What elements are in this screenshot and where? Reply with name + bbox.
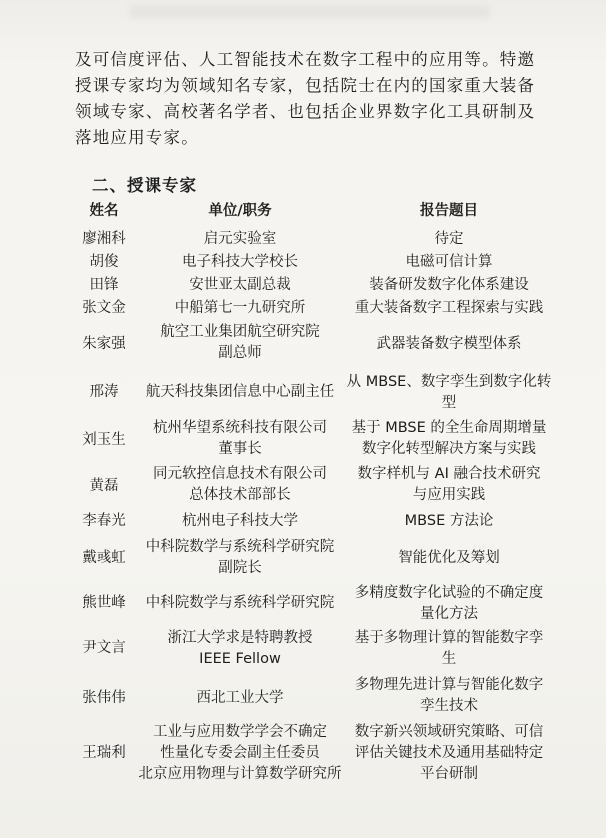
cell-name: 熊世峰 bbox=[82, 595, 126, 611]
cell-topic bbox=[355, 675, 544, 717]
table-header bbox=[0, 199, 606, 219]
cell-topic bbox=[435, 229, 464, 250]
cell-topic bbox=[369, 275, 529, 296]
cell-unit-line: 中船第七一九研究所 bbox=[174, 300, 306, 316]
cell-unit-line: IEEE Fellow bbox=[199, 651, 281, 667]
cell-unit-line: 董事长 bbox=[218, 441, 262, 457]
cell-topic-line: 待定 bbox=[434, 231, 464, 247]
intro-paragraph bbox=[75, 47, 545, 151]
cell-name: 邢涛 bbox=[89, 384, 119, 400]
cell-topic-line: 数字化转型解决方案与实践 bbox=[361, 441, 536, 457]
cell-topic-line: 量化方法 bbox=[420, 606, 478, 622]
cell-topic bbox=[405, 511, 494, 532]
cell-topic-line: 多精度数字化试验的不确定度 bbox=[354, 585, 544, 601]
cell-unit-line: 北京应用物理与计算数学研究所 bbox=[138, 766, 342, 782]
cell-topic-line: 武器装备数字模型体系 bbox=[376, 336, 522, 352]
cell-name: 王瑞利 bbox=[82, 745, 126, 761]
cell-name: 廖湘科 bbox=[82, 231, 126, 247]
cell-topic bbox=[355, 298, 544, 319]
cell-unit-line: 中科院数学与系统科学研究院 bbox=[145, 539, 335, 555]
cell-name: 尹文言 bbox=[82, 640, 126, 656]
cell-unit-line: 航空工业集团航空研究院 bbox=[160, 324, 320, 340]
cell-unit-line: 副总师 bbox=[218, 345, 262, 361]
cell-unit-line: 西北工业大学 bbox=[196, 690, 284, 706]
cell-topic-line: 电磁可信计算 bbox=[405, 254, 493, 270]
cell-topic bbox=[358, 464, 541, 506]
cell-topic-line: 装备研发数字化体系建设 bbox=[369, 277, 529, 293]
cell-topic bbox=[398, 548, 500, 569]
cell-unit bbox=[160, 322, 320, 364]
cell-topic-line: 平台研制 bbox=[420, 766, 478, 782]
cell-unit-line: 总体技术部部长 bbox=[189, 487, 291, 503]
cell-unit-line: 航天科技集团信息中心副主任 bbox=[145, 384, 335, 400]
cell-unit bbox=[146, 593, 335, 614]
cell-name: 田锋 bbox=[89, 277, 119, 293]
cell-topic bbox=[352, 418, 547, 460]
cell-name: 刘玉生 bbox=[82, 432, 126, 448]
cell-name: 胡俊 bbox=[89, 254, 119, 270]
cell-topic bbox=[355, 583, 544, 625]
cell-unit bbox=[182, 252, 298, 273]
cell-unit-line: 电子科技大学校长 bbox=[182, 254, 298, 270]
cell-unit bbox=[189, 275, 291, 296]
cell-unit bbox=[146, 537, 335, 579]
cell-unit-line: 浙江大学求是特聘教授 bbox=[167, 630, 313, 646]
cell-topic-line: 多物理先进计算与智能化数字 bbox=[354, 677, 544, 693]
cell-topic-line: 型 bbox=[441, 395, 457, 411]
cell-topic-line: 生 bbox=[441, 651, 457, 667]
cell-topic bbox=[377, 334, 522, 355]
cell-unit-line: 同元软控信息技术有限公司 bbox=[153, 466, 327, 482]
section-heading: 二、授课专家 bbox=[92, 176, 197, 195]
cell-name: 张文金 bbox=[82, 300, 126, 316]
intro-line: 领域专家、高校著名学者、也包括企业界数字化工具研制及 bbox=[75, 102, 536, 121]
cell-unit-line: 安世亚太副总裁 bbox=[189, 277, 291, 293]
header-unit: 单位/职务 bbox=[208, 203, 272, 219]
cell-name: 黄磊 bbox=[89, 478, 119, 494]
cell-topic bbox=[355, 628, 544, 670]
cell-unit-line: 杭州华望系统科技有限公司 bbox=[153, 420, 327, 436]
cell-name: 戴彧虹 bbox=[82, 550, 126, 566]
cell-topic bbox=[355, 722, 544, 785]
cell-topic-line: 数字新兴领域研究策略、可信 bbox=[354, 724, 544, 740]
cell-unit-line: 启元实验室 bbox=[203, 231, 277, 247]
intro-line: 授课专家均为领域知名专家，包括院士在内的国家重大装备 bbox=[75, 76, 536, 95]
cell-name: 张伟伟 bbox=[82, 690, 126, 706]
cell-topic-line: 与应用实践 bbox=[412, 487, 486, 503]
intro-line: 及可信度评估、人工智能技术在数字工程中的应用等。特邀 bbox=[75, 50, 536, 69]
intro-line: 落地应用专家。 bbox=[75, 128, 199, 147]
cell-unit bbox=[139, 722, 342, 785]
cell-topic-line: 评估关键技术及通用基础特定 bbox=[354, 745, 544, 761]
cell-unit bbox=[175, 298, 306, 319]
cell-unit bbox=[197, 688, 284, 709]
cell-unit-line: 副院长 bbox=[218, 560, 262, 576]
cell-topic-line: MBSE 方法论 bbox=[404, 513, 494, 529]
header-topic: 报告题目 bbox=[420, 203, 478, 219]
cell-topic-line: 孪生技术 bbox=[420, 698, 478, 714]
cell-unit-line: 工业与应用数学学会不确定 bbox=[153, 724, 327, 740]
cell-name: 李春光 bbox=[82, 513, 126, 529]
cell-unit bbox=[153, 418, 327, 460]
cell-unit-line: 中科院数学与系统科学研究院 bbox=[145, 595, 335, 611]
cell-unit bbox=[168, 628, 313, 670]
cell-topic-line: 智能优化及筹划 bbox=[398, 550, 500, 566]
cell-unit-line: 杭州电子科技大学 bbox=[182, 513, 298, 529]
cell-topic bbox=[347, 372, 552, 414]
cell-topic-line: 基于多物理计算的智能数字孪 bbox=[354, 630, 544, 646]
cell-unit-line: 性量化专委会副主任委员 bbox=[160, 745, 320, 761]
cell-unit bbox=[153, 464, 327, 506]
cell-unit bbox=[204, 229, 277, 250]
header-name: 姓名 bbox=[89, 203, 119, 219]
cell-unit bbox=[182, 511, 298, 532]
cell-name: 朱家强 bbox=[82, 336, 126, 352]
cell-topic-line: 从 MBSE、数字孪生到数字化转 bbox=[346, 374, 552, 390]
scan-bleed-through bbox=[130, 6, 490, 18]
cell-topic bbox=[406, 252, 493, 273]
cell-topic-line: 基于 MBSE 的全生命周期增量 bbox=[351, 420, 547, 436]
cell-topic-line: 重大装备数字工程探索与实践 bbox=[354, 300, 544, 316]
cell-topic-line: 数字样机与 AI 融合技术研究 bbox=[357, 466, 541, 482]
cell-unit bbox=[146, 382, 335, 403]
